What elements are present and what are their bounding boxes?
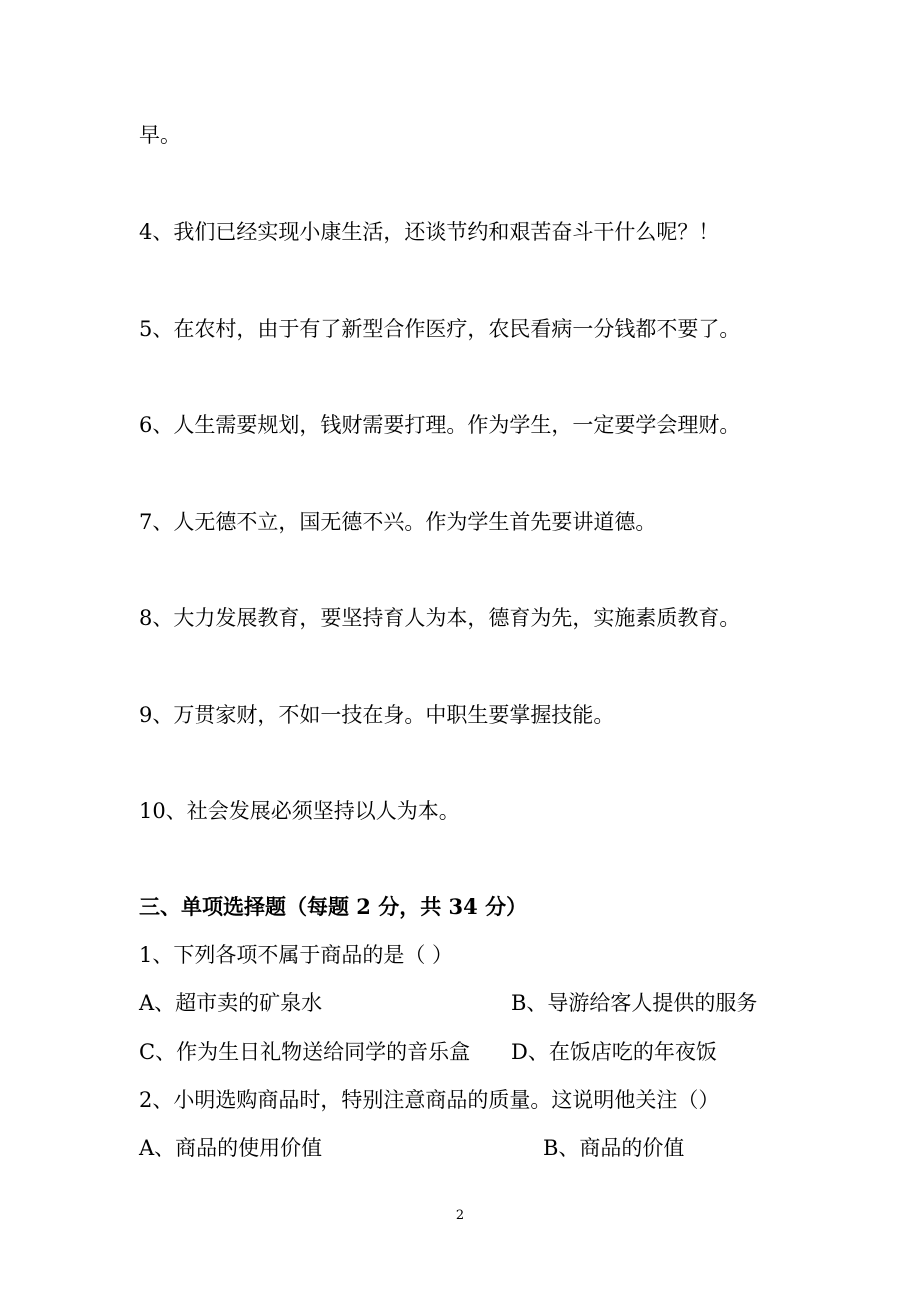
page-number: 2: [455, 1208, 465, 1223]
question-stem: 1、下列各项不属于商品的是（ ）: [139, 943, 454, 967]
option-b: B、导游给客人提供的服务: [511, 991, 758, 1015]
statement-10: 10、社会发展必须坚持以人为本。: [139, 799, 460, 823]
statement-9: 9、万贯家财，不如一技在身。中职生要掌握技能。: [139, 703, 615, 727]
statement-6: 6、人生需要规划，钱财需要打理。作为学生，一定要学会理财。: [139, 413, 741, 437]
option-c: C、作为生日礼物送给同学的音乐盒: [139, 1040, 471, 1064]
section-heading: 三、单项选择题（每题 2 分，共 34 分）: [139, 894, 528, 919]
option-d: D、在饭店吃的年夜饭: [511, 1040, 717, 1064]
option-a: A、超市卖的矿泉水: [139, 991, 323, 1015]
statement-4: 4、我们已经实现小康生活，还谈节约和艰苦奋斗干什么呢？！: [139, 220, 720, 244]
continuation-text: 早。: [139, 123, 181, 147]
option-b: B、商品的价值: [543, 1136, 685, 1160]
option-a: A、商品的使用价值: [139, 1136, 323, 1160]
statement-8: 8、大力发展教育，要坚持育人为本，德育为先，实施素质教育。: [139, 606, 741, 630]
statement-5: 5、在农村，由于有了新型合作医疗，农民看病一分钱都不要了。: [139, 317, 741, 341]
question-stem: 2、小明选购商品时，特别注意商品的质量。这说明他关注（）: [139, 1088, 720, 1112]
statement-7: 7、人无德不立，国无德不兴。作为学生首先要讲道德。: [139, 510, 657, 534]
